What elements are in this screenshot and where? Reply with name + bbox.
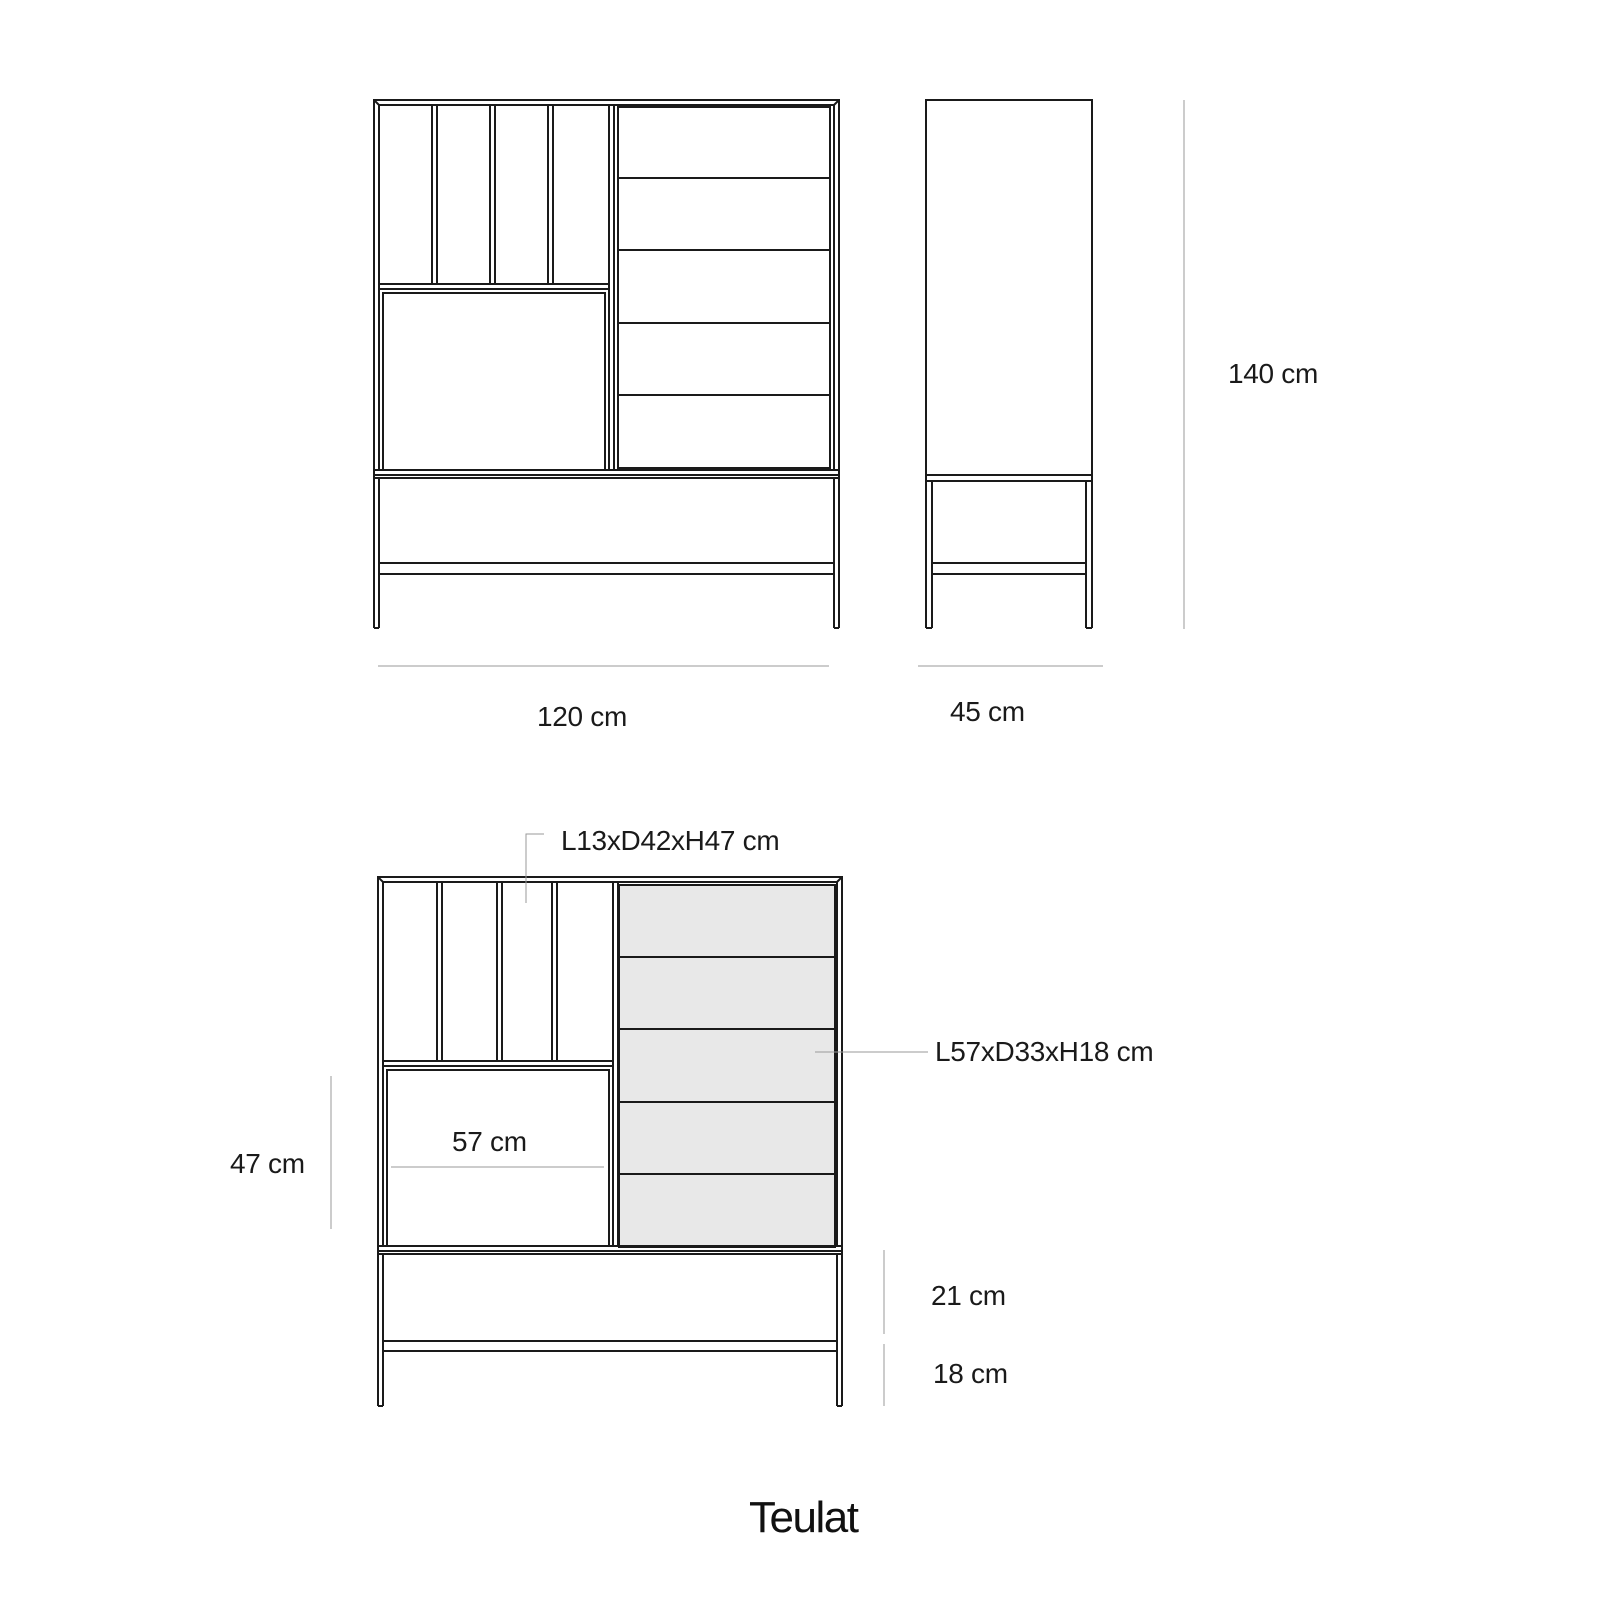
side-view-cabinet (926, 100, 1092, 628)
front-lower-shelf (379, 563, 834, 574)
front-open-compartment (383, 293, 605, 470)
detail-view-cabinet (378, 877, 842, 1406)
depth-label: 45 cm (950, 696, 1025, 727)
compartment-width-label: 57 cm (452, 1126, 527, 1157)
slot-callout-leader (526, 834, 544, 903)
detail-open-compartment (387, 1070, 609, 1246)
brand-logo: Teulat (749, 1493, 858, 1542)
detail-vertical-slots (437, 882, 557, 1061)
width-label: 120 cm (537, 701, 628, 732)
lower-shelf-label: 21 cm (931, 1280, 1006, 1311)
slot-compartment-label: L13xD42xH47 cm (561, 825, 780, 856)
detail-lower-shelf (383, 1341, 837, 1351)
height-label: 140 cm (1228, 358, 1319, 389)
drawer-label: L57xD33xH18 cm (935, 1036, 1154, 1067)
front-vertical-slots (432, 105, 553, 284)
front-drawers (618, 107, 830, 468)
compartment-height-label: 47 cm (230, 1148, 305, 1179)
leg-label: 18 cm (933, 1358, 1008, 1389)
detail-drawers (619, 885, 835, 1247)
front-outer-frame (374, 100, 839, 475)
front-view-cabinet (374, 100, 839, 628)
